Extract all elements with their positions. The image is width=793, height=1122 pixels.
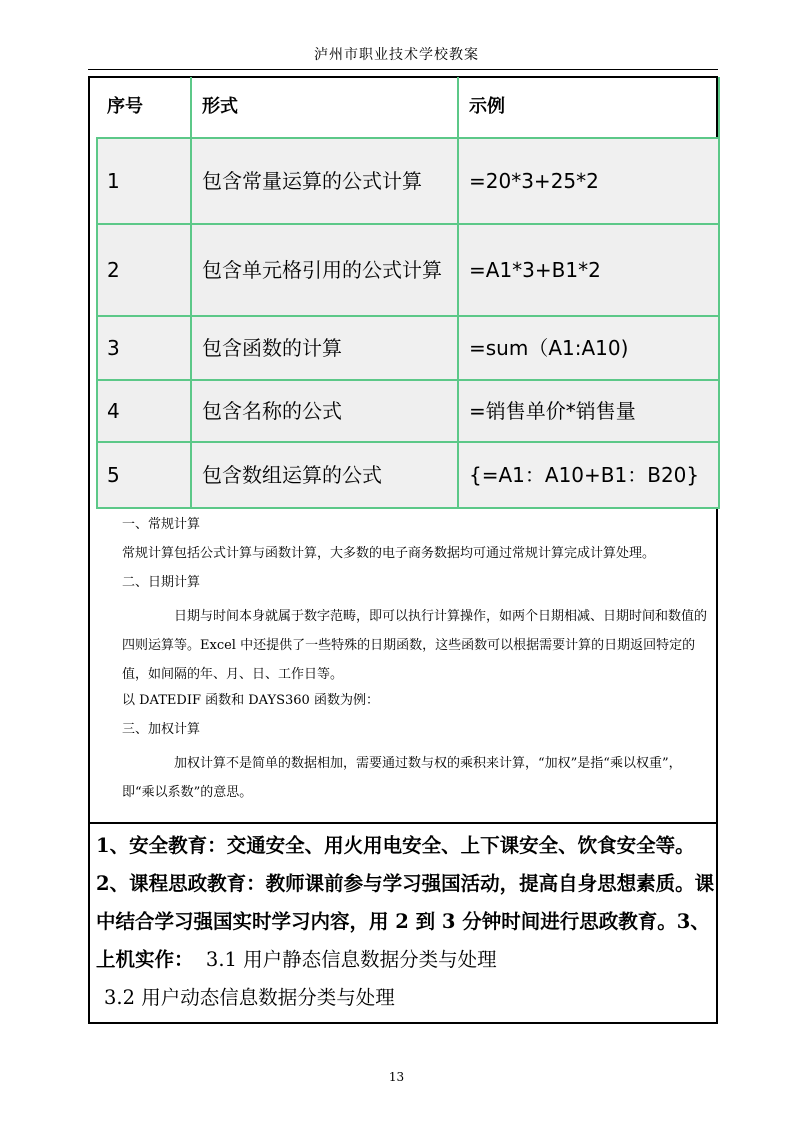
- row-no: 5: [97, 442, 191, 508]
- row-form: 包含常量运算的公式计算: [191, 138, 458, 224]
- row-no: 4: [97, 380, 191, 442]
- table-row: [97, 224, 719, 316]
- paragraph-regular-calc: 常规计算包括公式计算与函数计算，大多数的电子商务数据均可通过常规计算完成计算处理。: [122, 546, 656, 561]
- table-row: [97, 138, 719, 224]
- education-item-3-1: 3.1 用户静态信息数据分类与处理: [205, 948, 497, 971]
- heading-weighted-calc: 三、加权计算: [122, 722, 201, 737]
- paragraph-date-calc: 日期与时间本身就属于数字范畴，即可以执行计算操作，如两个日期相减、日期时间和数值的四则运算等。Excel 中还提供了一些特殊的日期函数，这些函数可以根据需要计算的日期返回特定的值，如间隔的年、月、日、工作日等。: [122, 609, 708, 682]
- row-example: =20*3+25*2: [458, 138, 719, 224]
- column-header-form: 形式: [191, 77, 458, 138]
- row-no: 2: [97, 224, 191, 316]
- row-form: 包含单元格引用的公式计算: [191, 224, 458, 316]
- heading-date-calc: 二、日期计算: [122, 575, 201, 590]
- header-divider: [88, 69, 718, 70]
- section-divider: [88, 822, 718, 824]
- row-form: 包含数组运算的公式: [191, 442, 458, 508]
- paragraph-weighted-calc: 加权计算不是简单的数据相加，需要通过数与权的乘积来计算，“加权”是指“乘以权重”，即“乘以系数”的意思。: [122, 756, 682, 800]
- row-example: {=A1：A10+B1：B20}: [458, 442, 719, 508]
- education-section: [96, 827, 716, 1017]
- row-form: 包含名称的公式: [191, 380, 458, 442]
- paragraph-datedif-example: 以 DATEDIF 函数和 DAYS360 函数为例：: [122, 693, 379, 708]
- page-header-title: 泸州市职业技术学校教案: [314, 47, 479, 63]
- row-example: =A1*3+B1*2: [458, 224, 719, 316]
- table-row: [97, 442, 719, 508]
- education-item-3-2: 3.2 用户动态信息数据分类与处理: [104, 986, 395, 1009]
- row-no: 3: [97, 316, 191, 380]
- row-example: =销售单价*销售量: [458, 380, 719, 442]
- education-bold-text: 1、安全教育：交通安全、用火用电安全、上下课安全、饮食安全等。2、课程思政教育：教师课前参与学习强国活动，提高自身思想素质。课中结合学习强国实时学习内容，用 2 到 3 分钟时间进行思政教育。3、上机实作：: [96, 834, 715, 971]
- row-example: =sum（A1:A10): [458, 316, 719, 380]
- formula-types-table: [96, 77, 720, 509]
- row-no: 1: [97, 138, 191, 224]
- table-row: [97, 380, 719, 442]
- column-header-no: 序号: [97, 77, 191, 138]
- row-form: 包含函数的计算: [191, 316, 458, 380]
- column-header-example: 示例: [458, 77, 719, 138]
- heading-regular-calc: 一、常规计算: [122, 517, 201, 532]
- table-header-row: [97, 77, 719, 138]
- table-row: [97, 316, 719, 380]
- body-section: [96, 515, 712, 807]
- page-number: 13: [388, 1070, 405, 1084]
